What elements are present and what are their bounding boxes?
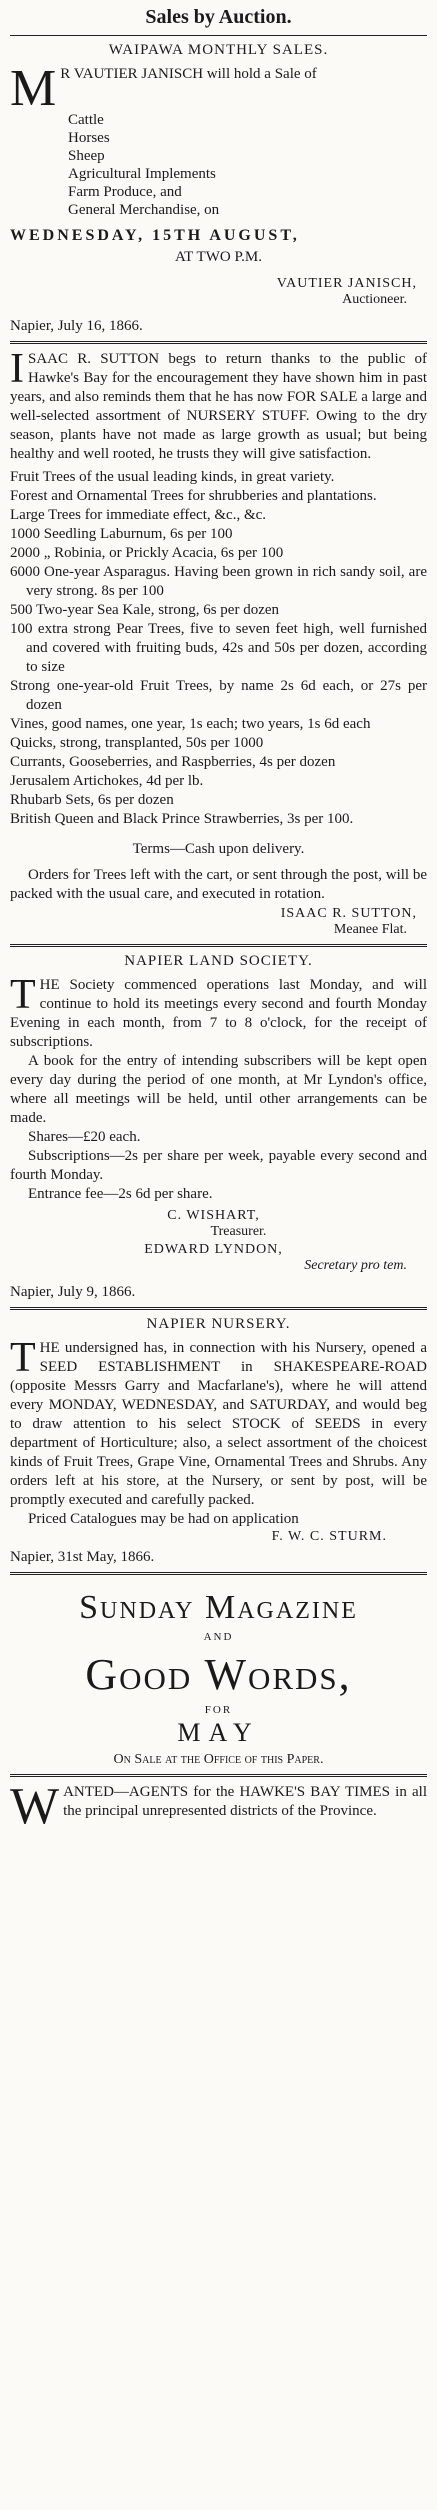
list-item: Fruit Trees of the usual leading kinds, in great variety. <box>10 469 335 485</box>
list-item: Currants, Gooseberries, and Raspberries, 4s per dozen <box>10 754 336 770</box>
list-item: 2000 „ Robinia, or Prickly Acacia, 6s per 100 <box>10 545 284 561</box>
land-p2: A book for the entry of intending subscribers will be kept open every day during the period of one month, at Mr Lyndon's office, where all meetings will be held, until other arrangements can be made. <box>10 1053 427 1126</box>
drop-cap: I <box>10 346 24 392</box>
land-role2: Secretary pro tem. <box>304 1258 407 1273</box>
list-item: Horses <box>68 130 110 146</box>
land-title: NAPIER LAND SOCIETY. <box>124 953 313 969</box>
divider <box>10 35 427 36</box>
divider <box>10 341 427 344</box>
sutton-orders: Orders for Trees left with the cart, or sent through the post, will be packed with the usual care, and executed in rotation. <box>10 867 427 902</box>
sutton-intro-text: SAAC R. SUTTON begs to return thanks to the public of Hawke's Bay for the encouragement they have shown him in past years, and also reminds them that he has now FOR SALE a large and well-selected assortment of NURSERY STUFF. Owing to the dry season, plants have not made as large growth as usual; but being healthy and well rooted, he trusts they will give satisfaction. <box>10 351 427 462</box>
list-item: Quicks, strong, transplanted, 50s per 1000 <box>10 735 264 751</box>
waipawa-ad <box>10 42 427 335</box>
nursery-signer: F. W. C. STURM. <box>271 1529 387 1544</box>
divider <box>10 1307 427 1310</box>
drop-cap: T <box>10 972 36 1018</box>
section-heading: Sales by Auction. <box>145 6 292 28</box>
nursery-dated: Napier, 31st May, 1866. <box>10 1549 155 1565</box>
list-item: Jerusalem Artichokes, 4d per lb. <box>10 773 204 789</box>
list-item: Vines, good names, one year, 1s each; two years, 1s 6d each <box>10 716 371 732</box>
sutton-terms: Terms—Cash upon delivery. <box>132 841 305 857</box>
nursery-p1-text: HE undersigned has, in connection with his Nursery, opened a SEED ESTABLISHMENT in SHAKESPEARE-ROAD (opposite Messrs Garry and Macfarlane's), where he will attend every MONDAY, WEDNESDAY, and SATURDAY, and would beg to draw attention to his select STOCK of SEEDS in every department of Horticulture; also, a select assortment of the choicest kinds of Fruit Trees, Grape Vine, Ornamental Trees and Shrubs. Any orders left at his store, at the Nursery, or sent by post, will be promptly executed and carefully packed. <box>10 1340 427 1508</box>
land-subs: Subscriptions—2s per share per week, payable every second and fourth Monday. <box>10 1148 427 1183</box>
divider <box>10 944 427 947</box>
sutton-intro <box>10 346 427 464</box>
land-role1: Treasurer. <box>210 1224 267 1239</box>
wanted-ad <box>10 1778 427 1835</box>
list-item: Agricultural Implements <box>68 166 216 182</box>
wanted-body: ANTED—AGENTS for the HAWKE'S BAY TIMES in all the principal unrepresented districts of the Province. <box>63 1784 427 1819</box>
list-item: Forest and Ornamental Trees for shrubberies and plantations. <box>10 488 377 504</box>
divider <box>10 1572 427 1575</box>
land-dated: Napier, July 9, 1866. <box>10 1284 136 1300</box>
waipawa-dated: Napier, July 16, 1866. <box>10 318 143 334</box>
sutton-ad <box>10 346 427 938</box>
magazine-and: AND <box>203 1631 234 1643</box>
waipawa-intro-text: R VAUTIER JANISCH will hold a Sale of <box>60 66 317 82</box>
list-item: 500 Two-year Sea Kale, strong, 6s per dozen <box>10 602 280 618</box>
list-item: Large Trees for immediate effect, &c., &c. <box>10 507 267 523</box>
nursery-p1 <box>10 1335 427 1510</box>
wanted-text <box>10 1778 427 1835</box>
waipawa-role: Auctioneer. <box>342 292 407 307</box>
magazine-sale: On Sale at the Office of this Paper. <box>113 1752 324 1767</box>
list-item: Farm Produce, and <box>68 184 182 200</box>
land-signer1: C. WISHART, <box>167 1208 260 1223</box>
list-item: General Merchandise, on <box>68 202 220 218</box>
list-item: 6000 One-year Asparagus. Having been grown in rich sandy soil, are very strong. 8s per 100 <box>10 564 427 599</box>
list-item: Rhubarb Sets, 6s per dozen <box>10 792 174 808</box>
napier-nursery-ad <box>10 1316 427 1566</box>
magazine-ad <box>10 1589 427 1768</box>
land-fee: Entrance fee—2s 6d per share. <box>28 1186 213 1202</box>
land-p1-text: HE Society commenced operations last Monday, and will continue to hold its meetings every second and fourth Monday Evening in each month, from 7 to 8 o'clock, for the receipt of subscriptions. <box>10 977 427 1050</box>
nursery-title: NAPIER NURSERY. <box>146 1316 291 1332</box>
nursery-p2: Priced Catalogues may be had on application <box>28 1511 299 1527</box>
list-item: 1000 Seedling Laburnum, 6s per 100 <box>10 526 233 542</box>
waipawa-title: WAIPAWA MONTHLY SALES. <box>108 42 329 58</box>
drop-cap: T <box>10 1335 36 1381</box>
waipawa-signer: VAUTIER JANISCH, <box>276 276 417 291</box>
list-item: Sheep <box>68 148 105 164</box>
land-society-ad <box>10 953 427 1301</box>
list-item: Cattle <box>68 112 104 128</box>
drop-cap: W <box>10 1778 60 1835</box>
sutton-signer: ISAAC R. SUTTON, <box>280 906 417 921</box>
list-item: British Queen and Black Prince Strawberries, 3s per 100. <box>10 811 354 827</box>
sutton-price-list <box>10 468 427 829</box>
waipawa-items <box>68 111 427 219</box>
list-item: Strong one-year-old Fruit Trees, by name 2s 6d each, or 27s per dozen <box>10 678 427 713</box>
magazine-line1: Sunday Magazine <box>79 1589 358 1626</box>
waipawa-intro <box>10 60 427 117</box>
magazine-month: MAY <box>177 1718 260 1747</box>
land-p1 <box>10 972 427 1052</box>
waipawa-time: AT TWO P.M. <box>175 249 262 265</box>
list-item: 100 extra strong Pear Trees, five to seven feet high, well furnished and covered with fruiting buds, 42s and 50s per dozen, according to size <box>10 621 427 675</box>
sutton-place: Meanee Flat. <box>333 922 407 937</box>
waipawa-date-line: WEDNESDAY, 15TH AUGUST, <box>10 227 300 244</box>
land-signer2: EDWARD LYNDON, <box>144 1242 283 1257</box>
drop-cap: M <box>10 60 57 117</box>
land-shares: Shares—£20 each. <box>28 1129 141 1145</box>
magazine-line2: Good Words, <box>85 1650 352 1699</box>
magazine-for: FOR <box>204 1704 233 1716</box>
divider <box>10 1774 427 1777</box>
